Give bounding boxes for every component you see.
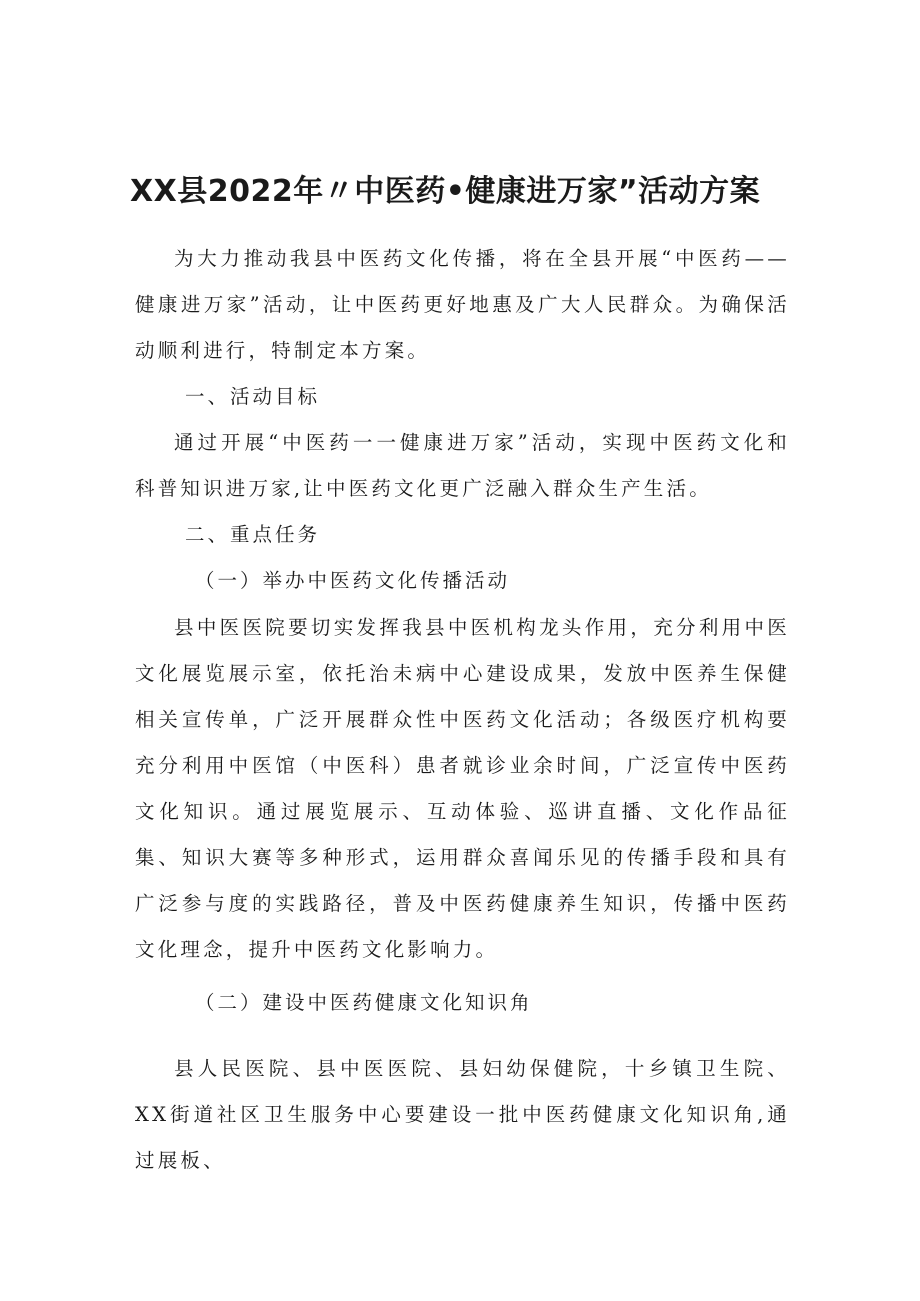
section1-heading: 一、活动目标 [185, 385, 321, 408]
section2-heading: 二、重点任务 [185, 523, 321, 546]
subsection1-heading: （一）举办中医药文化传播活动 [195, 569, 511, 592]
intro-paragraph: 为大力推动我县中医药文化传播，将在全县开展“中医药——健康进万家”活动，让中医药更好地惠及广大人民群众。为确保活动顺利进行，特制定本方案。 [135, 247, 790, 362]
subsection1-paragraph: 县中医医院要切实发挥我县中医机构龙头作用，充分利用中医文化展览展示室，依托治未病中心建设成果，发放中医养生保健相关宣传单，广泛开展群众性中医药文化活动；各级医疗机构要充分利用中医馆（中医科）患者就诊业余时间，广泛宣传中医药文化知识。通过展览展示、互动体验、巡讲直播、文化作品征集、知识大赛等多种形式，运用群众喜闻乐见的传播手段和具有广泛参与度的实践路径，普及中医药健康养生知识，传播中医药文化理念，提升中医药文化影响力。 [135, 616, 790, 961]
section1-paragraph: 通过开展“中医药一一健康进万家”活动，实现中医药文化和科普知识进万家,让中医药文化更广泛融入群众生产生活。 [135, 431, 790, 500]
subsection2-heading: （二）建设中医药健康文化知识角 [195, 991, 533, 1014]
subsection2-paragraph: 县人民医院、县中医医院、县妇幼保健院，十乡镇卫生院、XX街道社区卫生服务中心要建设一批中医药健康文化知识角,通过展板、 [135, 1057, 790, 1172]
document-title: XX县2022年〃中医药•健康进万家”活动方案 [130, 174, 761, 209]
